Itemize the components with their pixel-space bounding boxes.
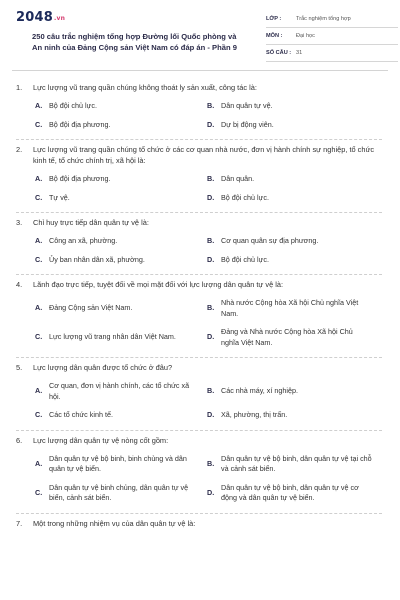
meta-row-subject — [266, 28, 398, 45]
answer-option[interactable] — [207, 454, 382, 475]
answer-option[interactable] — [207, 483, 382, 504]
option-text: Các nhà máy, xí nghiệp. — [221, 386, 298, 396]
answer-option[interactable] — [35, 410, 207, 421]
option-text: Bộ đội chủ lực. — [221, 192, 269, 202]
question-number: 7. — [16, 518, 23, 528]
question-item — [16, 275, 382, 358]
question-item — [16, 213, 382, 275]
option-letter: D. — [207, 332, 215, 342]
option-text: Bộ đội địa phương. — [49, 119, 111, 129]
answer-option[interactable] — [207, 381, 382, 402]
option-grid — [16, 373, 382, 421]
option-letter: C. — [35, 410, 43, 419]
question-number: 3. — [16, 218, 23, 227]
option-letter: C. — [35, 487, 43, 497]
answer-option[interactable] — [35, 101, 207, 112]
meta-value: Trắc nghiệm tổng hợp — [296, 16, 351, 22]
option-text: Ủy ban nhân dân xã, phường. — [49, 254, 145, 264]
option-letter: D. — [207, 487, 215, 497]
answer-option[interactable] — [35, 483, 207, 504]
question-text: Lực lượng dân quân tự vệ nòng cốt gồm: — [33, 435, 169, 445]
meta-value: Đại học — [296, 33, 315, 39]
answer-option[interactable] — [207, 174, 382, 185]
answer-option[interactable] — [207, 410, 382, 421]
answer-option[interactable] — [35, 298, 207, 319]
meta-key: MÔN : — [266, 33, 283, 39]
meta-row-class — [266, 11, 398, 28]
answer-option[interactable] — [207, 193, 382, 204]
option-letter: A. — [35, 101, 43, 110]
question-text: Lực lượng vũ trang quần chúng tổ chức ở các cơ quan nhà nước, đơn vị hành chính sự nghiệp, tổ chức kinh tế, tổ chức chính trị, xã hội là: — [33, 145, 375, 165]
option-text: Xã, phường, thị trấn. — [221, 410, 288, 419]
question-item — [16, 431, 382, 514]
header — [16, 0, 382, 70]
page-title: 250 câu trắc nghiệm tổng hợp Đường lối Quốc phòng và An ninh của Đảng Cộng sản Việt Nam có đáp án - Phần 9 — [32, 32, 237, 52]
option-text: Dân quân. — [221, 174, 255, 183]
option-letter: D. — [207, 254, 215, 264]
question-number: 4. — [16, 280, 23, 289]
question-item — [16, 358, 382, 431]
answer-option[interactable] — [35, 327, 207, 348]
question-item — [16, 514, 382, 538]
question-text: Chỉ huy trực tiếp dân quân tự vệ là: — [33, 218, 149, 227]
option-text: Đảng và Nhà nước Cộng hòa Xã hội Chủ nghĩa Việt Nam. — [221, 327, 353, 347]
option-grid — [16, 290, 382, 348]
option-letter: B. — [207, 458, 215, 468]
question-number: 2. — [16, 145, 23, 154]
meta-key: SỐ CÂU : — [266, 50, 292, 56]
header-divider — [12, 70, 388, 71]
answer-option[interactable] — [35, 174, 207, 185]
option-letter: B. — [207, 101, 215, 110]
option-text: Nhà nước Cộng hòa Xã hội Chủ nghĩa Việt Nam. — [221, 298, 359, 318]
question-stem — [16, 358, 382, 373]
question-text: Lãnh đạo trực tiếp, tuyệt đối về mọi mặt đối với lực lượng dân quân tự vệ là: — [33, 280, 284, 289]
option-text: Các tổ chức kinh tế. — [49, 410, 113, 419]
answer-option[interactable] — [207, 327, 382, 348]
meta-value: 31 — [296, 50, 303, 56]
question-stem — [16, 78, 382, 93]
question-number: 6. — [16, 435, 23, 445]
option-text: Cơ quan, đơn vị hành chính, các tổ chức xã hội. — [49, 381, 190, 401]
option-text: Tự vệ. — [49, 192, 70, 202]
option-letter: B. — [207, 174, 215, 183]
logo-suffix: .vn — [53, 15, 66, 22]
option-text: Bộ đội chủ lực. — [221, 254, 269, 264]
option-letter: B. — [207, 386, 215, 396]
option-letter: A. — [35, 236, 43, 245]
question-stem — [16, 140, 382, 166]
question-item — [16, 140, 382, 213]
answer-option[interactable] — [35, 236, 207, 247]
option-letter: A. — [35, 303, 43, 313]
answer-option[interactable] — [35, 255, 207, 266]
option-letter: B. — [207, 236, 215, 245]
question-text: Lực lượng vũ trang quần chúng không thoát ly sản xuất, công tác là: — [33, 83, 257, 92]
answer-option[interactable] — [35, 120, 207, 131]
answer-option[interactable] — [207, 298, 382, 319]
meta-info — [266, 11, 398, 62]
answer-option[interactable] — [207, 101, 382, 112]
option-text: Dân quân tự vệ bộ binh, binh chủng và dân quân tự vệ biển. — [49, 453, 187, 473]
question-stem — [16, 514, 382, 529]
option-text: Dân quân tự vệ. — [221, 101, 273, 110]
question-text: Một trong những nhiệm vụ của dân quân tự vệ là: — [33, 518, 196, 528]
option-letter: C. — [35, 119, 43, 129]
option-text: Lực lượng vũ trang nhân dân Việt Nam. — [49, 332, 176, 342]
question-list — [16, 78, 382, 538]
answer-option[interactable] — [207, 255, 382, 266]
option-letter: C. — [35, 332, 43, 342]
option-text: Dân quân tự vệ bộ binh, dân quân tự vệ tại chỗ và cảnh sát biển. — [221, 453, 372, 473]
meta-row-count — [266, 45, 398, 62]
answer-option[interactable] — [35, 454, 207, 475]
option-text: Cơ quan quân sự địa phương. — [221, 236, 319, 245]
option-letter: D. — [207, 119, 215, 129]
answer-option[interactable] — [35, 381, 207, 402]
option-letter: D. — [207, 410, 215, 419]
option-text: Dân quân tự vệ binh chủng, dân quân tự vệ biển, cảnh sát biển. — [49, 482, 189, 502]
option-letter: C. — [35, 254, 43, 264]
logo-main: 2048 — [16, 10, 53, 25]
option-text: Dự bị động viên. — [221, 119, 274, 129]
option-grid — [16, 166, 382, 203]
option-letter: D. — [207, 192, 215, 202]
option-grid — [16, 228, 382, 265]
answer-option[interactable] — [207, 120, 382, 131]
answer-option[interactable] — [35, 193, 207, 204]
question-stem — [16, 213, 382, 228]
question-stem — [16, 431, 382, 446]
question-number: 1. — [16, 83, 23, 92]
option-letter: B. — [207, 303, 215, 313]
option-text: Bộ đội chủ lực. — [49, 101, 97, 110]
option-grid — [16, 446, 382, 504]
answer-option[interactable] — [207, 236, 382, 247]
option-text: Công an xã, phường. — [49, 236, 118, 245]
option-letter: A. — [35, 174, 43, 183]
option-text: Đảng Cộng sản Việt Nam. — [49, 303, 133, 313]
option-letter: A. — [35, 386, 43, 396]
option-grid — [16, 93, 382, 130]
question-item — [16, 78, 382, 140]
question-stem — [16, 275, 382, 290]
option-text: Dân quân tự vệ bộ binh, dân quân tự vệ cơ động và dân quân tự vệ biển. — [221, 482, 359, 502]
option-letter: C. — [35, 192, 43, 202]
question-text: Lực lượng dân quân được tổ chức ở đâu? — [33, 363, 173, 372]
question-number: 5. — [16, 363, 23, 372]
meta-key: LỚP : — [266, 16, 282, 22]
option-letter: A. — [35, 458, 43, 468]
option-text: Bộ đội địa phương. — [49, 174, 111, 183]
